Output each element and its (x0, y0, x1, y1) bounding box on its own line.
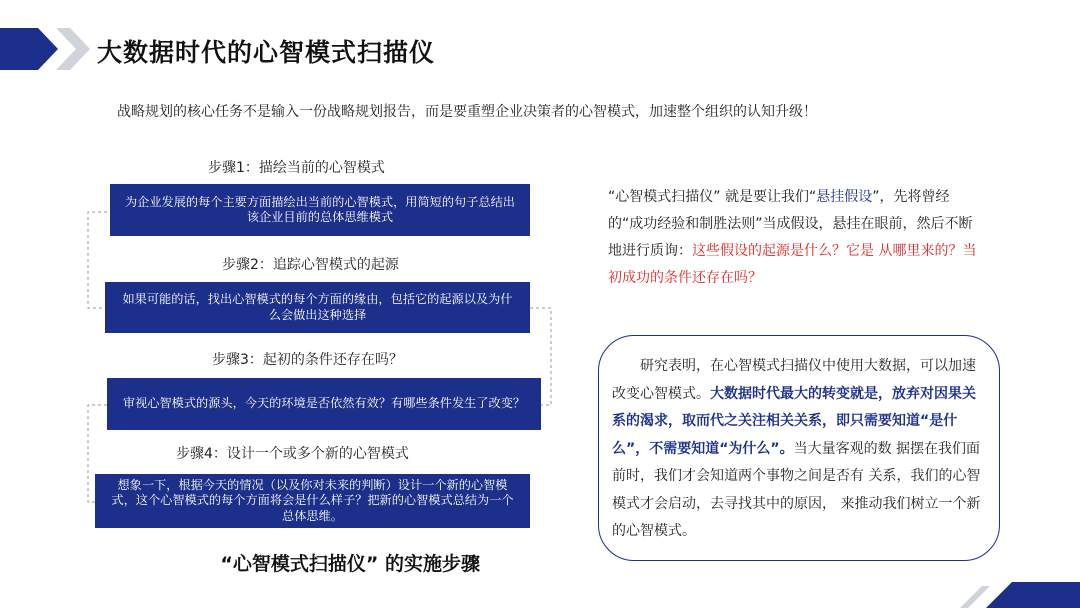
step-1-label: 步骤1：描绘当前的心智模式 (208, 160, 385, 176)
intro-text: 战略规划的核心任务不是输入一份战略规划报告，而是要重塑企业决策者的心智模式，加速整个组织的认知升级！ (117, 104, 817, 120)
research-strong-text: 大数据时代最大的转变就是，放弃对因果关系的渴求，取而代之关注相关关系，即只需要知道“是什么”，不需要知道“为什么”。 (612, 385, 976, 457)
step-1-box: 为企业发展的每个主要方面描绘出当前的心智模式，用简短的句子总结出该企业目前的总体思维模式 (110, 184, 530, 236)
research-text-1: 研究表明，在心智模式扫描仪中使用大数据，可以加速改变心智模式。 (612, 358, 976, 402)
research-box (598, 335, 1000, 561)
step-4-label: 步骤4：设计一个或多个新的心智模式 (176, 446, 409, 462)
scanner-paragraph (608, 184, 984, 292)
corner-decoration (960, 582, 1080, 608)
step-3-label: 步骤3：起初的条件还存在吗？ (212, 352, 403, 368)
step-3-box: 审视心智模式的源头，今天的环境是否依然有效？有哪些条件发生了改变？ (107, 378, 541, 430)
scanner-text-2: ”，先将曾经的“成功经验和制胜法则”当成假设，悬挂在眼前，然后不断地进行质询： (608, 189, 973, 259)
step-2-label: 步骤2：追踪心智模式的起源 (222, 257, 399, 273)
page-title: 大数据时代的心智模式扫描仪 (97, 38, 436, 67)
step-4-box: 想象一下，根据今天的情况（以及你对未来的判断）设计一个新的心智模式，这个心智模式的每个方面将会是什么样子？把新的心智模式总结为一个总体思维。 (95, 474, 530, 528)
scanner-highlight-red: 这些假设的起源是什么？它是 从哪里来的？当初成功的条件还存在吗？ (608, 243, 977, 286)
scanner-text-1: “心智模式扫描仪” 就是要让我们“ (608, 189, 817, 205)
header-chevron-icon (0, 28, 92, 70)
scanner-highlight-blue: 悬挂假设 (816, 189, 873, 205)
research-text-2: 当大量客观的数 据摆在我们面前时，我们才会知道两个事物之间是否有 关系，我们的心智模式才会启动，去寻找其中的原因， 来推动我们树立一个新的心智模式。 (612, 440, 981, 539)
figure-caption: “心智模式扫描仪” 的实施步骤 (220, 553, 480, 575)
step-2-box: 如果可能的话，找出心智模式的每个方面的缘由，包括它的起源以及为什么会做出这种选择 (105, 282, 530, 333)
